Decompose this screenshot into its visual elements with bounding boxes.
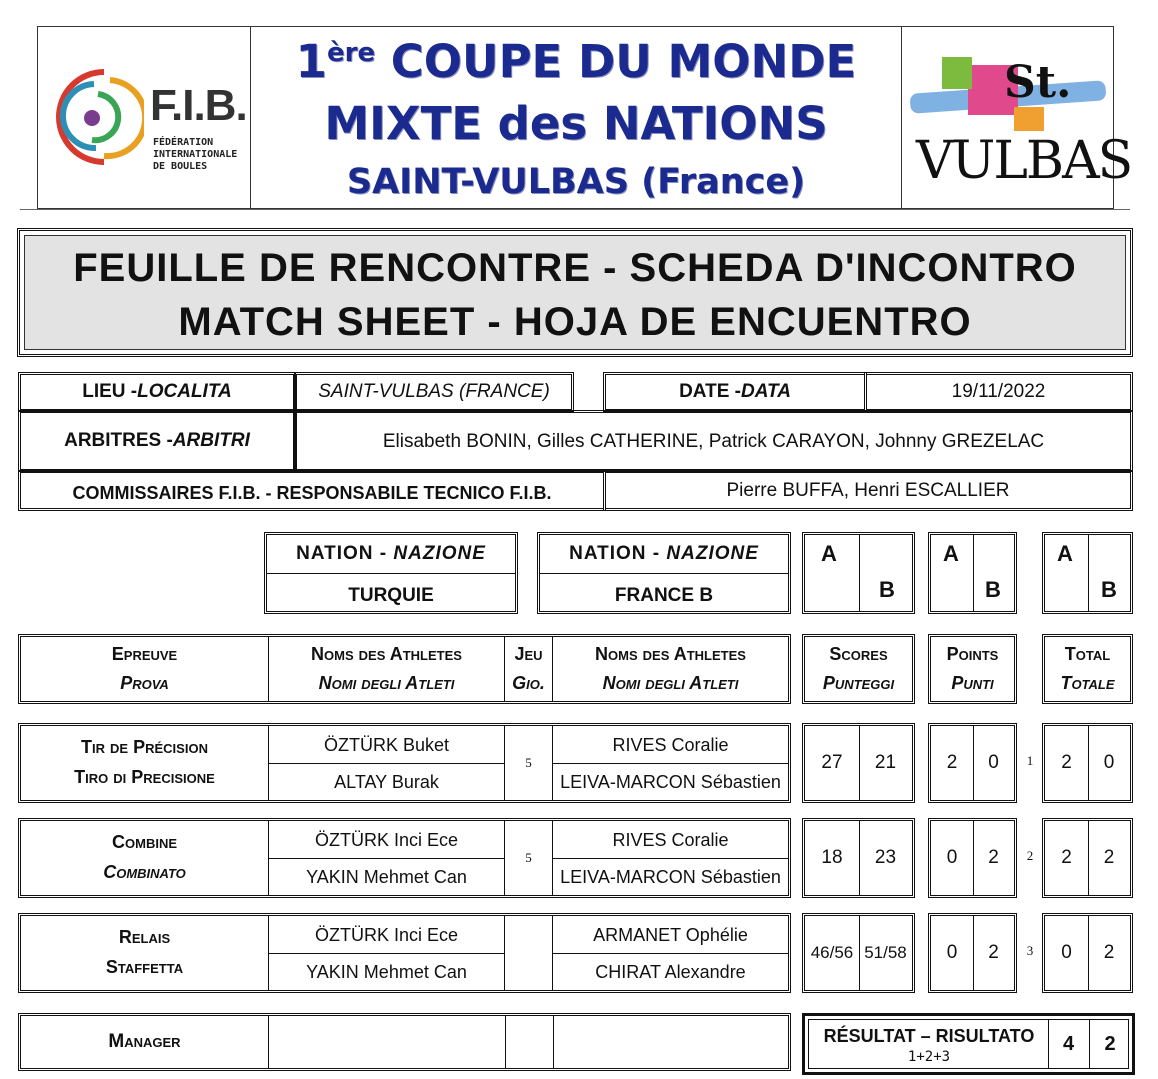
lieu-value: SAINT-VULBAS (FRANCE) [294,372,574,412]
score-b: 51/58 [864,943,907,962]
result-label: RÉSULTAT – RISULTATO [823,1026,1035,1046]
round-athletes-a [269,821,505,895]
sheet-title-box [24,235,1126,350]
points-a-label: A [943,541,959,566]
nation-a-label: NATION - NAZIONE [296,543,486,564]
total-a: 2 [1061,752,1072,773]
lieu-label: LIEU - LOCALITA [18,372,296,412]
commissaires-label: COMMISSAIRES F.I.B. - RESPONSABILE TECNICO F.I.B. [18,470,606,511]
logo-text-st: St. [1004,57,1072,108]
round-row [18,818,791,898]
manager-label: Manager [21,1016,269,1068]
round-jeu: 5 [505,726,553,800]
scores-b-label: B [879,577,895,602]
round-event: Combine Combinato [21,821,269,895]
round-athletes-a [269,726,505,800]
round-total [1042,818,1133,898]
nation-a-value: TURQUIE [348,585,434,606]
athlete-b2: LEIVA-MARCON Sébastien [560,772,781,792]
scores-a-label: A [821,541,837,566]
event-title-line2: MIXTE des NATIONS [324,97,828,150]
round-athletes-a [269,916,505,990]
date-label: DATE - DATA [603,372,867,412]
date-value: 19/11/2022 [864,372,1133,412]
total-b-label: B [1101,577,1117,602]
round-event: Tir de Précision Tiro di Precisione [21,726,269,800]
col-noms-b: Noms des Athletes Nomi degli Atleti [595,644,746,693]
event-title-line3: SAINT-VULBAS (France) [346,162,806,202]
event-title [252,27,900,208]
total-b: 0 [1103,752,1115,773]
round-index: 2 [1026,848,1034,863]
fib-logo [38,27,251,208]
round-scores [802,913,915,993]
sheet-title-line1: FEUILLE DE RENCONTRE - SCHEDA D'INCONTRO [73,246,1077,290]
commissaires-value: Pierre BUFFA, Henri ESCALLIER [603,470,1133,511]
total-b: 2 [1103,942,1115,963]
round-athletes-b [553,916,788,990]
round-scores [802,723,915,803]
round-jeu: 5 [505,821,553,895]
logo-square-orange [1014,107,1044,131]
points-a: 2 [946,752,958,773]
athlete-b1: RIVES Coralie [612,735,729,755]
total-a: 0 [1061,942,1072,963]
result-formula: 1+2+3 [907,1049,951,1065]
round-row [18,913,791,993]
round-points [928,818,1017,898]
round-total [1042,913,1133,993]
col-epreuve: Epreuve Prova [21,637,269,701]
sheet-title [17,228,1133,357]
scores-ab-header [802,532,915,614]
col-total: Total Totale [1042,634,1133,704]
col-jeu: Jeu Gio. [505,637,553,701]
total-b: 2 [1103,847,1115,868]
event-title-line1: 1ère COUPE DU MONDE [295,35,857,88]
points-a: 0 [946,847,958,868]
nation-b-box [537,532,791,614]
round-index: 3 [1026,943,1034,958]
header [37,26,1132,209]
points-b: 0 [988,752,999,773]
athlete-b1: ARMANET Ophélie [593,925,748,945]
fib-emblem-icon [44,62,144,172]
arbitres-label: ARBITRES - ARBITRI [18,410,296,472]
athlete-a2: ALTAY Burak [334,772,439,792]
round-total [1042,723,1133,803]
score-a: 18 [821,847,843,868]
nation-a-box [264,532,518,614]
col-scores: Scores Punteggi [802,634,915,704]
score-a: 27 [821,752,843,773]
result-b: 2 [1104,1032,1116,1055]
round-row [18,723,791,803]
total-ab-header [1042,532,1133,614]
fib-logo-text: F.I.B. [150,81,247,130]
round-jeu [505,916,553,990]
athlete-a2: YAKIN Mehmet Can [306,962,467,982]
manager-row [18,1013,791,1071]
athlete-a1: ÖZTÜRK Inci Ece [314,925,459,945]
athlete-a1: ÖZTÜRK Inci Ece [314,830,459,850]
sheet-title-line2: MATCH SHEET - HOJA DE ENCUENTRO [178,300,972,344]
points-b: 2 [988,942,999,963]
nation-b-value: FRANCE B [614,585,714,606]
athlete-b1: RIVES Coralie [612,830,729,850]
fib-logo-sub: FÉDÉRATION INTERNATIONALE DE BOULES [153,137,238,172]
points-b: 2 [988,847,999,868]
athlete-a1: ÖZTÜRK Buket [323,735,450,755]
arbitres-value: Elisabeth BONIN, Gilles CATHERINE, Patrick CARAYON, Johnny GREZELAC [294,410,1133,472]
column-header-row [18,634,791,704]
points-b-label: B [985,577,1001,602]
score-b: 21 [874,752,897,773]
score-a: 46/56 [810,943,854,962]
athlete-b2: LEIVA-MARCON Sébastien [560,867,781,887]
nation-b-label: NATION - NAZIONE [569,543,759,564]
round-scores [802,818,915,898]
round-index: 1 [1026,753,1034,768]
round-athletes-b [553,821,788,895]
round-athletes-b [553,726,788,800]
total-a: 2 [1061,847,1072,868]
result-box [802,1013,1135,1075]
round-points [928,913,1017,993]
total-a-label: A [1057,541,1073,566]
logo-square-green [942,57,972,89]
header-underline [20,209,1130,210]
points-a: 0 [946,942,958,963]
result-a: 4 [1048,1020,1090,1068]
stvulbas-logo [901,27,1132,208]
col-noms-a: Noms des Athletes Nomi degli Atleti [269,637,505,701]
athlete-b2: CHIRAT Alexandre [595,962,746,982]
round-points [928,723,1017,803]
points-ab-header [928,532,1017,614]
round-event: Relais Staffetta [21,916,269,990]
col-points: Points Punti [928,634,1017,704]
athlete-a2: YAKIN Mehmet Can [306,867,467,887]
score-b: 23 [874,847,897,868]
logo-text-vulbas: VULBAS [916,131,1132,191]
